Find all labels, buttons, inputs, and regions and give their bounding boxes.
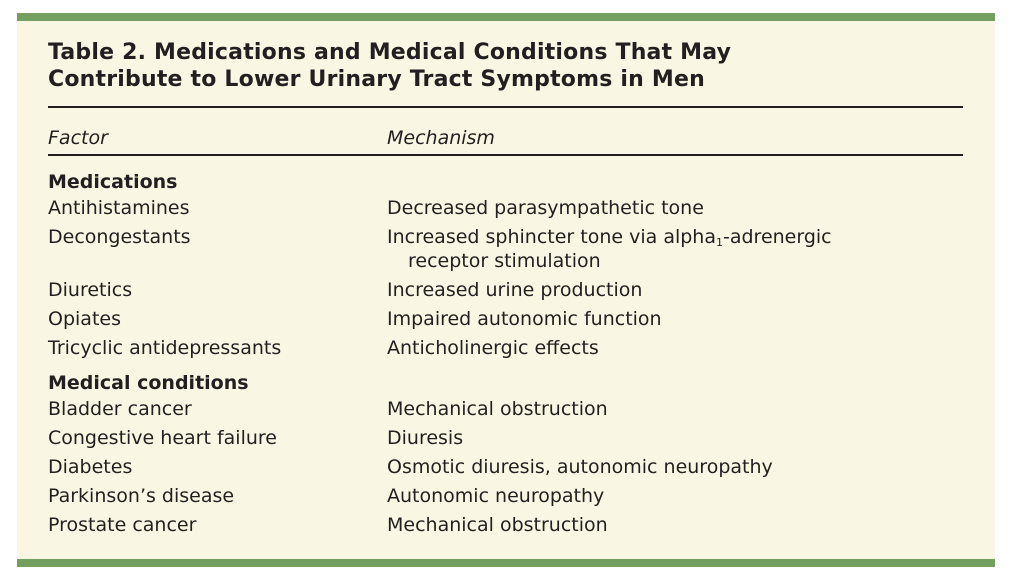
mechanism-cell: Diuresis — [387, 427, 464, 449]
factor-cell: Decongestants — [48, 226, 191, 248]
section-heading-medical-conditions: Medical conditions — [48, 372, 249, 394]
factor-cell: Tricyclic antidepressants — [48, 337, 282, 359]
mechanism-cell: Osmotic diuresis, autonomic neuropathy — [387, 456, 773, 478]
header-top-rule — [48, 106, 963, 108]
alpha-subscript: 1 — [715, 236, 723, 249]
table-row — [48, 307, 963, 336]
table-row — [48, 336, 963, 365]
mechanism-cell: Anticholinergic effects — [387, 337, 599, 359]
mechanism-cell: Decreased parasympathetic tone — [387, 197, 704, 219]
header-bottom-rule — [48, 154, 963, 156]
bottom-accent-bar — [17, 559, 995, 567]
table-row — [48, 513, 963, 542]
factor-cell: Diuretics — [48, 279, 133, 301]
factor-cell: Parkinson’s disease — [48, 485, 235, 507]
section-heading-medications: Medications — [48, 171, 178, 193]
mechanism-cell — [387, 225, 963, 278]
mechanism-cell: Autonomic neuropathy — [387, 485, 605, 507]
factor-cell: Prostate cancer — [48, 514, 197, 536]
mechanism-text-part: -adrenergic — [722, 226, 832, 248]
factor-cell: Antihistamines — [48, 197, 190, 219]
mechanism-cell: Impaired autonomic function — [387, 308, 662, 330]
table-title-line-2: Contribute to Lower Urinary Tract Symptoms in Men — [48, 67, 705, 92]
table-row — [48, 397, 963, 426]
mechanism-continuation: receptor stimulation — [408, 250, 601, 272]
column-header-mechanism: Mechanism — [387, 127, 495, 149]
top-accent-bar — [17, 13, 995, 21]
table-panel — [17, 13, 995, 567]
table-row — [48, 455, 963, 484]
factor-cell: Diabetes — [48, 456, 133, 478]
factor-cell: Bladder cancer — [48, 398, 192, 420]
table-body — [48, 170, 963, 542]
factor-cell: Opiates — [48, 308, 121, 330]
table-row — [48, 225, 963, 278]
mechanism-text-part: Increased sphincter tone via alpha — [387, 226, 716, 248]
column-header-factor: Factor — [48, 127, 108, 149]
table-title — [48, 39, 948, 93]
table-row — [48, 278, 963, 307]
table-row — [48, 196, 963, 225]
mechanism-cell: Increased urine production — [387, 279, 643, 301]
mechanism-cell: Mechanical obstruction — [387, 514, 608, 536]
table-title-line-1: Table 2. Medications and Medical Conditions That May — [48, 40, 732, 65]
mechanism-cell: Mechanical obstruction — [387, 398, 608, 420]
factor-cell: Congestive heart failure — [48, 427, 277, 449]
table-row — [48, 426, 963, 455]
table-row — [48, 484, 963, 513]
